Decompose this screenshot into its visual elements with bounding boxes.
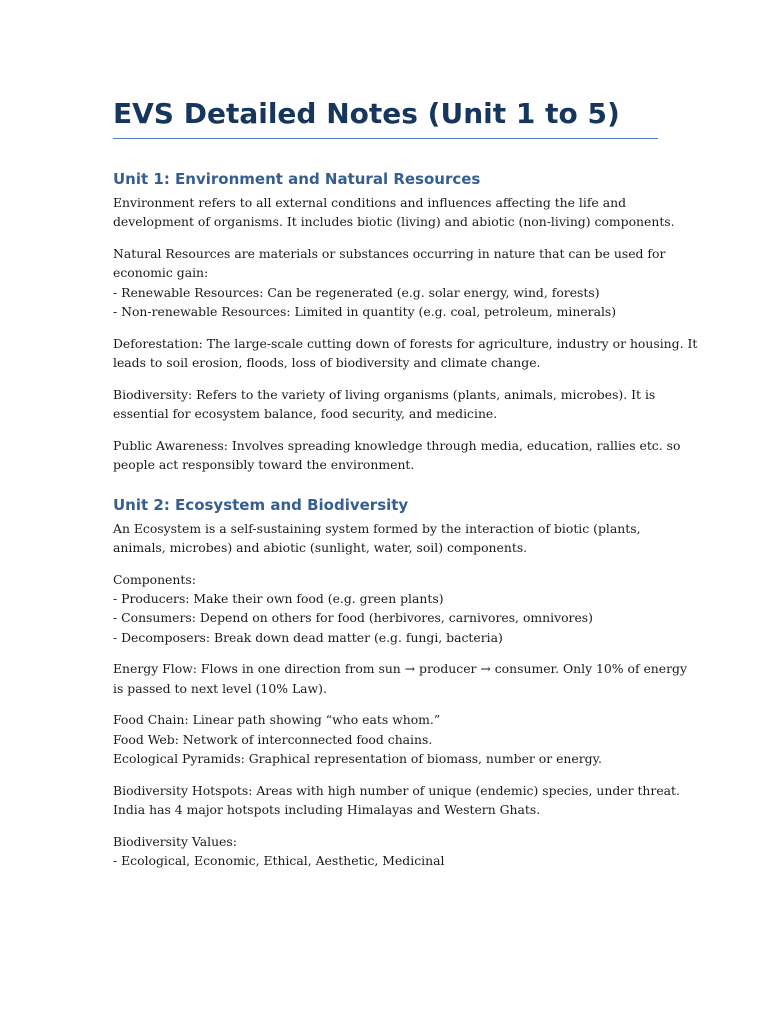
text-line: economic gain:: [113, 265, 209, 281]
paragraph-food-chain: [113, 710, 658, 768]
paragraph-natural-resources: [113, 244, 666, 321]
document-body: [113, 96, 698, 883]
text-line: Energy Flow: Flows in one direction from sun → producer → consumer. Only 10% of energy: [113, 661, 687, 677]
text-line: is passed to next level (10% Law).: [113, 680, 327, 696]
document-title: EVS Detailed Notes (Unit 1 to 5): [113, 97, 620, 130]
text-line: leads to soil erosion, floods, loss of biodiversity and climate change.: [113, 355, 541, 371]
list-item: - Non-renewable Resources: Limited in quantity (e.g. coal, petroleum, minerals): [113, 303, 617, 319]
text-line: Biodiversity Hotspots: Areas with high number of unique (endemic) species, under threat.: [113, 782, 680, 798]
text-line: Environment refers to all external conditions and influences affecting the life and: [113, 195, 627, 210]
list-item: - Renewable Resources: Can be regenerated (e.g. solar energy, wind, forests): [113, 284, 600, 300]
text-line: Ecological Pyramids: Graphical representation of biomass, number or energy.: [113, 751, 602, 767]
paragraph-hotspots: [113, 781, 680, 820]
section-unit-1: [113, 169, 698, 475]
paragraph-public-awareness: [113, 436, 681, 475]
text-line: India has 4 major hotspots including Himalayas and Western Ghats.: [113, 802, 541, 818]
text-line: Biodiversity: Refers to the variety of living organisms (plants, animals, microbes). It is: [113, 386, 656, 402]
paragraph-energy-flow: [113, 659, 687, 698]
text-line: Food Chain: Linear path showing “who eats whom.”: [113, 712, 441, 728]
text-line: animals, microbes) and abiotic (sunlight, water, soil) components.: [113, 539, 528, 555]
title-divider: [113, 138, 658, 139]
paragraph-ecosystem: [113, 519, 658, 558]
list-item: - Producers: Make their own food (e.g. green plants): [113, 590, 444, 606]
text-line: Natural Resources are materials or substances occurring in nature that can be used for: [113, 246, 666, 262]
section-unit-2: [113, 495, 687, 871]
list-item: - Decomposers: Break down dead matter (e.g. fungi, bacteria): [113, 629, 503, 645]
section-heading: Unit 2: Ecosystem and Biodiversity: [113, 495, 409, 514]
paragraph-biodiversity-values: [113, 832, 658, 871]
paragraph-deforestation: [113, 334, 698, 373]
text-line: An Ecosystem is a self-sustaining system formed by the interaction of biotic (plants,: [113, 520, 641, 536]
paragraph-biodiversity: [113, 385, 658, 424]
text-line: Deforestation: The large-scale cutting down of forests for agriculture, industry or housing. It: [113, 335, 698, 351]
text-line: development of organisms. It includes biotic (living) and abiotic (non-living) components.: [113, 214, 675, 230]
text-line: essential for ecosystem balance, food security, and medicine.: [113, 406, 498, 422]
text-line: Biodiversity Values:: [113, 833, 237, 849]
list-item: - Consumers: Depend on others for food (herbivores, carnivores, omnivores): [113, 610, 593, 626]
paragraph-components: [113, 570, 658, 647]
list-item: - Ecological, Economic, Ethical, Aesthetic, Medicinal: [113, 853, 445, 869]
section-heading: Unit 1: Environment and Natural Resources: [113, 170, 481, 188]
text-line: Public Awareness: Involves spreading knowledge through media, education, rallies etc. so: [113, 437, 681, 453]
text-line: Components:: [113, 571, 196, 587]
text-line: Food Web: Network of interconnected food chains.: [113, 731, 433, 747]
paragraph-environment: [113, 193, 675, 232]
text-line: people act responsibly toward the environment.: [113, 457, 415, 473]
